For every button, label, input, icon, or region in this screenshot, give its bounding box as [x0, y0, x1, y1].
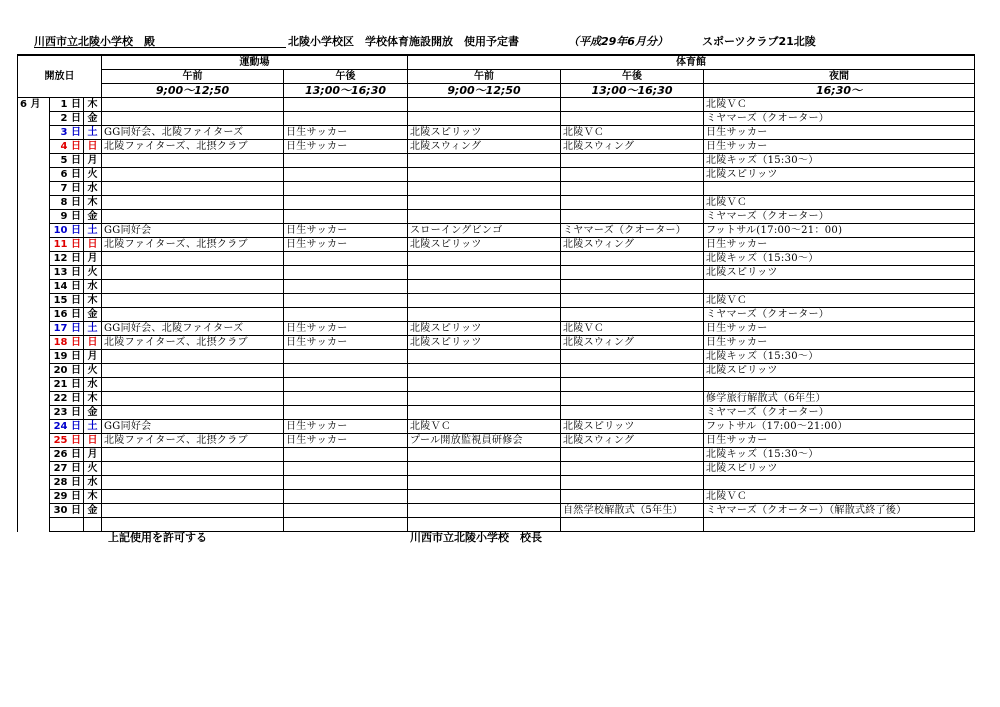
gym-morning-cell [408, 350, 561, 364]
gym-morning-cell [408, 98, 561, 112]
gym-morning-cell [408, 154, 561, 168]
day-cell: 9 日 [50, 210, 84, 224]
weekday-cell: 月 [84, 252, 102, 266]
month-cell [18, 504, 50, 518]
gym-morning-cell [408, 378, 561, 392]
ground-morning-cell [102, 448, 284, 462]
month-cell [18, 392, 50, 406]
weekday-cell: 金 [84, 504, 102, 518]
day-cell: 22 日 [50, 392, 84, 406]
ground-morning-cell [102, 308, 284, 322]
gym-night-cell [704, 518, 975, 532]
month-cell [18, 322, 50, 336]
day-cell: 4 日 [50, 140, 84, 154]
gym-afternoon-time: 13;00～16;30 [561, 84, 704, 98]
ground-morning-cell [102, 252, 284, 266]
ground-afternoon-cell: 日生サッカー [284, 224, 408, 238]
gym-afternoon-cell [561, 392, 704, 406]
day-cell: 5 日 [50, 154, 84, 168]
ground-morning-cell [102, 98, 284, 112]
day-cell: 17 日 [50, 322, 84, 336]
day-cell: 27 日 [50, 462, 84, 476]
table-row [18, 182, 975, 196]
ground-afternoon-cell [284, 182, 408, 196]
month-cell [18, 350, 50, 364]
month-cell [18, 168, 50, 182]
table-row [18, 364, 975, 378]
day-cell: 21 日 [50, 378, 84, 392]
ground-morning-cell [102, 210, 284, 224]
table-row [18, 448, 975, 462]
gym-afternoon-cell [561, 308, 704, 322]
weekday-cell: 土 [84, 322, 102, 336]
table-row [18, 406, 975, 420]
gym-afternoon-header: 午後 [561, 70, 704, 84]
table-row [18, 476, 975, 490]
day-cell: 29 日 [50, 490, 84, 504]
day-cell: 10 日 [50, 224, 84, 238]
weekday-cell: 日 [84, 434, 102, 448]
gym-night-cell: 修学旅行解散式（6年生） [704, 392, 975, 406]
weekday-cell: 木 [84, 490, 102, 504]
weekday-cell: 火 [84, 266, 102, 280]
gym-afternoon-cell [561, 112, 704, 126]
addressee-underline [34, 47, 286, 48]
ground-afternoon-cell [284, 112, 408, 126]
gym-afternoon-cell [561, 154, 704, 168]
ground-morning-header: 午前 [102, 70, 284, 84]
table-row [18, 238, 975, 252]
weekday-cell: 水 [84, 280, 102, 294]
weekday-cell: 火 [84, 168, 102, 182]
gym-morning-cell [408, 210, 561, 224]
table-row [18, 210, 975, 224]
day-cell: 20 日 [50, 364, 84, 378]
day-cell: 19 日 [50, 350, 84, 364]
gym-morning-cell [408, 294, 561, 308]
gym-afternoon-cell: 北陵スウィング [561, 336, 704, 350]
ground-morning-cell [102, 504, 284, 518]
gym-afternoon-cell: ミヤマーズ（クオーター） [561, 224, 704, 238]
gym-night-cell: ミヤマーズ（クオーター） [704, 406, 975, 420]
gym-morning-cell [408, 182, 561, 196]
weekday-cell: 木 [84, 98, 102, 112]
month-cell [18, 126, 50, 140]
gym-afternoon-cell [561, 210, 704, 224]
table-row [18, 294, 975, 308]
weekday-cell: 金 [84, 308, 102, 322]
ground-afternoon-cell: 日生サッカー [284, 126, 408, 140]
weekday-cell: 水 [84, 378, 102, 392]
table-row [18, 308, 975, 322]
gym-header: 体育館 [408, 55, 975, 70]
gym-afternoon-cell [561, 364, 704, 378]
gym-afternoon-cell: 自然学校解散式（5年生） [561, 504, 704, 518]
day-cell: 14 日 [50, 280, 84, 294]
ground-afternoon-cell: 日生サッカー [284, 238, 408, 252]
month-cell [18, 294, 50, 308]
table-row [18, 504, 975, 518]
table-row [18, 266, 975, 280]
weekday-cell: 火 [84, 462, 102, 476]
gym-afternoon-cell [561, 378, 704, 392]
month-cell [18, 336, 50, 350]
month-cell [18, 210, 50, 224]
ground-afternoon-cell [284, 518, 408, 532]
ground-morning-cell: GG同好会、北陵ファイターズ [102, 322, 284, 336]
gym-night-cell: 日生サッカー [704, 238, 975, 252]
gym-night-cell: 北陵キッズ（15:30～） [704, 252, 975, 266]
month-cell [18, 406, 50, 420]
gym-morning-cell [408, 252, 561, 266]
gym-afternoon-cell [561, 196, 704, 210]
weekday-cell: 金 [84, 406, 102, 420]
table-row [18, 392, 975, 406]
ground-morning-cell: 北陵ファイターズ、北摂クラブ [102, 336, 284, 350]
table-row [18, 140, 975, 154]
month-cell [18, 140, 50, 154]
ground-morning-cell [102, 154, 284, 168]
ground-afternoon-cell [284, 462, 408, 476]
table-row [18, 280, 975, 294]
day-cell: 25 日 [50, 434, 84, 448]
ground-morning-cell [102, 112, 284, 126]
gym-morning-cell: 北陵スピリッツ [408, 322, 561, 336]
table-row [18, 168, 975, 182]
month-cell [18, 420, 50, 434]
weekday-cell: 月 [84, 154, 102, 168]
gym-afternoon-cell [561, 182, 704, 196]
gym-night-cell: 北陵ＶＣ [704, 294, 975, 308]
gym-morning-cell [408, 462, 561, 476]
gym-night-cell: 北陵スピリッツ [704, 168, 975, 182]
gym-morning-cell [408, 196, 561, 210]
schedule-table [17, 54, 975, 532]
gym-afternoon-cell [561, 448, 704, 462]
gym-night-cell: ミヤマーズ（クオーター） [704, 210, 975, 224]
gym-morning-time: 9;00～12;50 [408, 84, 561, 98]
ground-afternoon-cell [284, 392, 408, 406]
day-cell: 16 日 [50, 308, 84, 322]
gym-night-cell: 日生サッカー [704, 434, 975, 448]
ground-afternoon-cell [284, 350, 408, 364]
gym-afternoon-cell [561, 294, 704, 308]
month-cell [18, 280, 50, 294]
permission-text: 上記使用を許可する [108, 531, 207, 544]
day-cell: 2 日 [50, 112, 84, 126]
ground-afternoon-cell [284, 196, 408, 210]
day-cell: 6 日 [50, 168, 84, 182]
table-row [18, 98, 975, 112]
gym-night-cell: 北陵ＶＣ [704, 490, 975, 504]
ground-morning-cell [102, 266, 284, 280]
gym-afternoon-cell [561, 462, 704, 476]
gym-afternoon-cell [561, 266, 704, 280]
day-cell: 12 日 [50, 252, 84, 266]
gym-afternoon-cell [561, 350, 704, 364]
gym-night-cell: ミヤマーズ（クオーター） [704, 308, 975, 322]
gym-night-cell [704, 182, 975, 196]
gym-night-cell: 北陵スピリッツ [704, 364, 975, 378]
day-cell: 1 日 [50, 98, 84, 112]
table-row [18, 196, 975, 210]
ground-morning-cell: 北陵ファイターズ、北摂クラブ [102, 434, 284, 448]
ground-afternoon-cell [284, 154, 408, 168]
ground-morning-cell [102, 378, 284, 392]
ground-afternoon-cell [284, 378, 408, 392]
gym-night-cell: 北陵キッズ（15:30～） [704, 448, 975, 462]
table-row [18, 154, 975, 168]
gym-morning-cell [408, 448, 561, 462]
ground-afternoon-cell [284, 504, 408, 518]
day-cell: 11 日 [50, 238, 84, 252]
gym-night-cell: 日生サッカー [704, 322, 975, 336]
month-cell [18, 364, 50, 378]
ground-afternoon-cell [284, 210, 408, 224]
weekday-cell: 金 [84, 112, 102, 126]
ground-afternoon-cell [284, 476, 408, 490]
month-cell [18, 224, 50, 238]
ground-afternoon-cell [284, 448, 408, 462]
ground-morning-cell [102, 462, 284, 476]
ground-afternoon-cell [284, 364, 408, 378]
weekday-cell: 火 [84, 364, 102, 378]
ground-afternoon-cell: 日生サッカー [284, 322, 408, 336]
day-cell: 13 日 [50, 266, 84, 280]
gym-afternoon-cell: 北陵スピリッツ [561, 420, 704, 434]
gym-afternoon-cell: 北陵スウィング [561, 238, 704, 252]
table-row [18, 112, 975, 126]
ground-afternoon-cell [284, 266, 408, 280]
gym-night-cell: 北陵ＶＣ [704, 196, 975, 210]
ground-afternoon-cell [284, 308, 408, 322]
month-cell [18, 154, 50, 168]
ground-morning-cell [102, 392, 284, 406]
gym-afternoon-cell [561, 406, 704, 420]
ground-morning-cell: 北陵ファイターズ、北摂クラブ [102, 140, 284, 154]
ground-morning-cell [102, 168, 284, 182]
gym-morning-header: 午前 [408, 70, 561, 84]
gym-morning-cell: 北陵スウィング [408, 140, 561, 154]
club-name: スポーツクラブ21北陵 [702, 35, 816, 48]
ground-afternoon-cell [284, 98, 408, 112]
gym-morning-cell [408, 392, 561, 406]
table-row [18, 420, 975, 434]
day-cell: 15 日 [50, 294, 84, 308]
gym-morning-cell [408, 280, 561, 294]
principal-signature-line: 川西市立北陵小学校 校長 [410, 531, 542, 544]
weekday-cell: 日 [84, 336, 102, 350]
gym-afternoon-cell: 北陵スウィング [561, 434, 704, 448]
ground-afternoon-cell: 日生サッカー [284, 140, 408, 154]
table-row [18, 462, 975, 476]
gym-afternoon-cell [561, 490, 704, 504]
gym-night-cell: 北陵ＶＣ [704, 98, 975, 112]
gym-night-cell [704, 280, 975, 294]
weekday-cell: 月 [84, 448, 102, 462]
gym-morning-cell [408, 504, 561, 518]
month-cell [18, 518, 50, 532]
ground-afternoon-header: 午後 [284, 70, 408, 84]
month-cell [18, 238, 50, 252]
ground-morning-cell: GG同好会 [102, 224, 284, 238]
month-cell [18, 378, 50, 392]
period-label: （平成29年6月分） [568, 35, 668, 48]
gym-afternoon-cell: 北陵スウィング [561, 140, 704, 154]
ground-morning-cell: GG同好会 [102, 420, 284, 434]
weekday-cell: 木 [84, 392, 102, 406]
ground-morning-cell: 北陵ファイターズ、北摂クラブ [102, 238, 284, 252]
gym-morning-cell: プール開放監視員研修会 [408, 434, 561, 448]
ground-morning-cell [102, 406, 284, 420]
weekday-cell [84, 518, 102, 532]
gym-afternoon-cell: 北陵ＶＣ [561, 126, 704, 140]
gym-night-cell [704, 476, 975, 490]
month-cell [18, 434, 50, 448]
ground-morning-time: 9;00～12;50 [102, 84, 284, 98]
gym-afternoon-cell [561, 476, 704, 490]
month-cell [18, 266, 50, 280]
ground-morning-cell [102, 196, 284, 210]
open-day-header: 開放日 [18, 55, 102, 98]
gym-night-cell: フットサル（17:00～21:00） [704, 420, 975, 434]
gym-night-cell: 日生サッカー [704, 140, 975, 154]
table-row [18, 322, 975, 336]
table-row [18, 224, 975, 238]
month-cell [18, 448, 50, 462]
gym-night-header: 夜間 [704, 70, 975, 84]
gym-afternoon-cell [561, 252, 704, 266]
ground-afternoon-cell [284, 252, 408, 266]
gym-morning-cell [408, 112, 561, 126]
ground-morning-cell: GG同好会、北陵ファイターズ [102, 126, 284, 140]
weekday-cell: 金 [84, 210, 102, 224]
ground-morning-cell [102, 294, 284, 308]
gym-night-cell: 北陵スピリッツ [704, 266, 975, 280]
gym-night-cell: 北陵キッズ（15:30～） [704, 154, 975, 168]
day-cell: 28 日 [50, 476, 84, 490]
day-cell: 8 日 [50, 196, 84, 210]
gym-night-cell: 日生サッカー [704, 126, 975, 140]
gym-night-cell: ミヤマーズ（クオーター） [704, 112, 975, 126]
gym-night-time: 16;30～ [704, 84, 975, 98]
ground-afternoon-cell: 日生サッカー [284, 420, 408, 434]
gym-morning-cell: 北陵スピリッツ [408, 126, 561, 140]
gym-afternoon-cell [561, 280, 704, 294]
month-cell [18, 308, 50, 322]
gym-morning-cell [408, 490, 561, 504]
gym-morning-cell: 北陵スピリッツ [408, 238, 561, 252]
weekday-cell: 土 [84, 420, 102, 434]
ground-afternoon-cell: 日生サッカー [284, 434, 408, 448]
month-cell [18, 490, 50, 504]
ground-morning-cell [102, 476, 284, 490]
day-cell: 24 日 [50, 420, 84, 434]
day-cell: 30 日 [50, 504, 84, 518]
weekday-cell: 木 [84, 196, 102, 210]
table-row [18, 336, 975, 350]
gym-afternoon-cell: 北陵ＶＣ [561, 322, 704, 336]
weekday-cell: 水 [84, 182, 102, 196]
ground-afternoon-cell: 日生サッカー [284, 336, 408, 350]
day-cell: 26 日 [50, 448, 84, 462]
ground-morning-cell [102, 182, 284, 196]
day-cell: 7 日 [50, 182, 84, 196]
gym-morning-cell: スローイングビンゴ [408, 224, 561, 238]
gym-morning-cell [408, 476, 561, 490]
gym-night-cell: 日生サッカー [704, 336, 975, 350]
ground-afternoon-cell [284, 406, 408, 420]
schedule-body [18, 98, 975, 532]
ground-afternoon-cell [284, 294, 408, 308]
month-cell [18, 462, 50, 476]
day-cell: 23 日 [50, 406, 84, 420]
ground-header: 運動場 [102, 55, 408, 70]
ground-afternoon-cell [284, 168, 408, 182]
gym-morning-cell [408, 364, 561, 378]
ground-afternoon-cell [284, 490, 408, 504]
month-cell [18, 476, 50, 490]
month-cell [18, 196, 50, 210]
gym-night-cell: フットサル(17:00～21：00) [704, 224, 975, 238]
ground-morning-cell [102, 364, 284, 378]
day-cell [50, 518, 84, 532]
gym-night-cell: 北陵キッズ（15:30～） [704, 350, 975, 364]
gym-morning-cell: 北陵ＶＣ [408, 420, 561, 434]
ground-afternoon-cell [284, 280, 408, 294]
weekday-cell: 土 [84, 224, 102, 238]
weekday-cell: 土 [84, 126, 102, 140]
weekday-cell: 水 [84, 476, 102, 490]
ground-morning-cell [102, 280, 284, 294]
table-row [18, 490, 975, 504]
gym-morning-cell [408, 266, 561, 280]
gym-afternoon-cell [561, 168, 704, 182]
table-row [18, 350, 975, 364]
ground-afternoon-time: 13;00～16;30 [284, 84, 408, 98]
gym-afternoon-cell [561, 98, 704, 112]
weekday-cell: 日 [84, 238, 102, 252]
weekday-cell: 日 [84, 140, 102, 154]
table-row [18, 126, 975, 140]
weekday-cell: 木 [84, 294, 102, 308]
gym-night-cell [704, 378, 975, 392]
weekday-cell: 月 [84, 350, 102, 364]
ground-morning-cell [102, 490, 284, 504]
gym-morning-cell: 北陵スピリッツ [408, 336, 561, 350]
gym-night-cell: 北陵スピリッツ [704, 462, 975, 476]
month-cell: 6 月 [18, 98, 50, 112]
month-cell [18, 252, 50, 266]
day-cell: 3 日 [50, 126, 84, 140]
month-cell [18, 112, 50, 126]
day-cell: 18 日 [50, 336, 84, 350]
gym-morning-cell [408, 168, 561, 182]
gym-morning-cell [408, 406, 561, 420]
table-row [18, 378, 975, 392]
gym-morning-cell [408, 308, 561, 322]
month-cell [18, 182, 50, 196]
table-row [18, 434, 975, 448]
table-row [18, 252, 975, 266]
addressee: 川西市立北陵小学校 殿 [34, 35, 155, 48]
document-title: 北陵小学校区 学校体育施設開放 使用予定書 [288, 35, 519, 48]
ground-morning-cell [102, 350, 284, 364]
gym-night-cell: ミヤマーズ（クオーター）（解散式終了後） [704, 504, 975, 518]
gym-afternoon-cell [561, 518, 704, 532]
